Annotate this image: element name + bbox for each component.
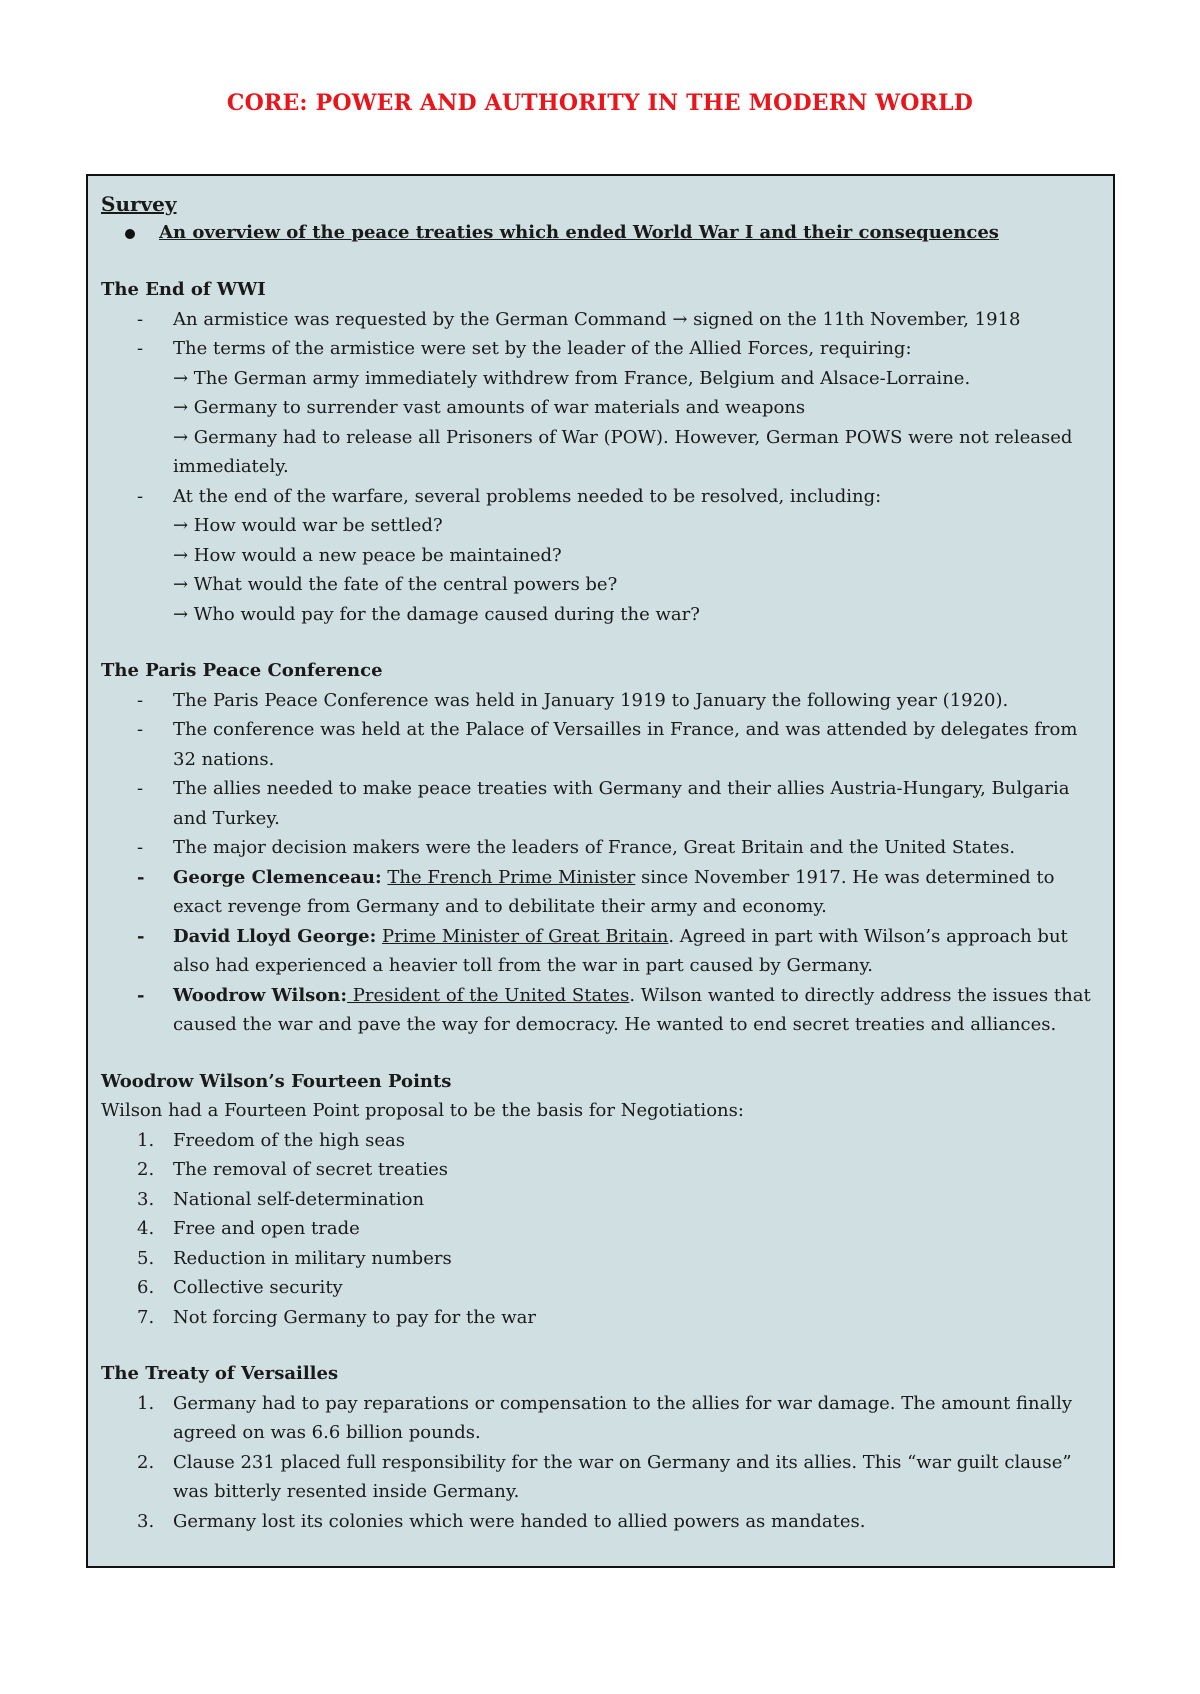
number-marker: 1. [137,1129,155,1151]
dash-marker: - [137,778,144,799]
list-item [101,1155,1103,1185]
number-marker: 6. [137,1277,155,1298]
section-fourteen-points [101,1067,1103,1333]
survey-heading: Survey [101,192,177,216]
list-item [101,1303,1103,1333]
list-item-text: The allies needed to make peace treaties with Germany and their allies Austria-Hungary, Bulgaria and Turkey. [173,778,1070,829]
list-item [101,305,1103,335]
sub-point: → Germany had to release all Prisoners of War (POW). However, German POWS were not released immediately. [173,426,1073,477]
numbered-list [101,1389,1103,1537]
number-marker: 1. [137,1392,155,1414]
number-marker: 7. [137,1306,155,1328]
list-item-text: Not forcing Germany to pay for the war [173,1306,536,1328]
leader-role: The French Prime Minister [387,866,636,888]
list-item [101,1185,1103,1215]
list-item-text: The conference was held at the Palace of Versailles in France, and was attended by delegates from 32 nations. [173,719,1078,770]
dash-marker: - [137,308,144,330]
section-end-of-wwi [101,275,1103,629]
dash-list [101,686,1103,1040]
dash-marker: - [137,925,145,947]
leader-name: Woodrow Wilson: [173,984,348,1006]
leader-description: . Agreed in part with Wilson’s approach but also had experienced a heavier toll from the war in part caused by Germany. [173,925,1068,976]
dash-list [101,305,1103,630]
dash-marker: - [137,689,144,711]
list-item-text: The major decision makers were the leaders of France, Great Britain and the United States. [173,837,1016,858]
list-item-text: An armistice was requested by the German Command → signed on the 11th November, 1918 [173,308,1021,330]
leader-role: President of the United States [347,984,630,1006]
sub-point: → How would a new peace be maintained? [173,544,562,566]
number-marker: 2. [137,1451,155,1473]
leader-item [101,922,1103,981]
number-marker: 3. [137,1188,155,1210]
survey-bullet-text: An overview of the peace treaties which ended World War I and their consequences [159,222,999,243]
number-marker: 2. [137,1159,155,1180]
list-item-text: Reduction in military numbers [173,1247,452,1269]
list-item [101,774,1103,833]
list-item [101,1126,1103,1156]
dash-marker: - [137,485,144,507]
dash-marker: - [137,837,144,858]
numbered-list [101,1126,1103,1333]
document-title: CORE: POWER AND AUTHORITY IN THE MODERN WORLD [226,90,974,116]
leader-description: since November 1917. He was determined to exact revenge from Germany and to debilitate their army and economy. [173,866,1055,917]
list-item-text: At the end of the warfare, several problems needed to be resolved, including: [173,485,882,507]
sub-point: → What would the fate of the central powers be? [173,574,618,595]
list-item-text: Germany had to pay reparations or compensation to the allies for war damage. The amount finally agreed on was 6.6 billion pounds. [173,1392,1073,1443]
leader-role: Prime Minister of Great Britain [381,925,669,947]
section-paris-peace-conference [101,656,1103,1040]
number-marker: 3. [137,1510,155,1532]
list-item [101,833,1103,863]
number-marker: 5. [137,1247,155,1269]
number-marker: 4. [137,1218,155,1239]
dash-marker: - [137,719,144,740]
section-title: The Treaty of Versailles [101,1363,339,1384]
list-item-text: The removal of secret treaties [173,1159,449,1180]
notes-box [86,174,1115,1568]
list-item-text: The terms of the armistice were set by the leader of the Allied Forces, requiring: [173,338,912,359]
leader-item [101,863,1103,922]
dash-marker: - [137,866,145,888]
leader-name: David Lloyd George: [173,925,377,947]
list-item-text: The Paris Peace Conference was held in January 1919 to January the following year (1920). [173,689,1009,711]
list-item [101,1507,1103,1537]
list-item [101,715,1103,774]
dash-marker: - [137,984,145,1006]
list-item [101,482,1103,630]
sub-point: → The German army immediately withdrew from France, Belgium and Alsace-Lorraine. [173,367,971,389]
section-treaty-of-versailles [101,1359,1103,1536]
list-item-text: Freedom of the high seas [173,1129,406,1151]
list-item-text: Collective security [173,1277,343,1298]
list-item-text: Free and open trade [173,1218,360,1239]
survey-bullet-item [101,218,1103,248]
sub-point: → Who would pay for the damage caused during the war? [173,603,700,625]
list-item [101,1389,1103,1448]
list-item [101,1214,1103,1244]
section-title: The End of WWI [101,279,266,300]
sub-point: → How would war be settled? [173,515,443,536]
section-title: Woodrow Wilson’s Fourteen Points [101,1070,452,1092]
list-item [101,1244,1103,1274]
leader-item [101,981,1103,1040]
list-item [101,1448,1103,1507]
list-item-text: Germany lost its colonies which were handed to allied powers as mandates. [173,1510,866,1532]
list-item [101,686,1103,716]
leader-description: . Wilson wanted to directly address the issues that caused the war and pave the way for democracy. He wanted to end secret treaties and alliances. [173,984,1091,1035]
section-title: The Paris Peace Conference [101,660,383,681]
leader-name: George Clemenceau: [173,866,382,888]
list-item-text: National self-determination [173,1188,425,1210]
sub-point: → Germany to surrender vast amounts of war materials and weapons [173,397,806,418]
dash-marker: - [137,338,144,359]
list-item [101,334,1103,482]
bullet-dot-icon [125,229,135,239]
section-intro: Wilson had a Fourteen Point proposal to be the basis for Negotiations: [101,1100,744,1121]
list-item-text: Clause 231 placed full responsibility for the war on Germany and its allies. This “war guilt clause” was bitterly resented inside Germany. [173,1451,1072,1502]
list-item [101,1273,1103,1303]
